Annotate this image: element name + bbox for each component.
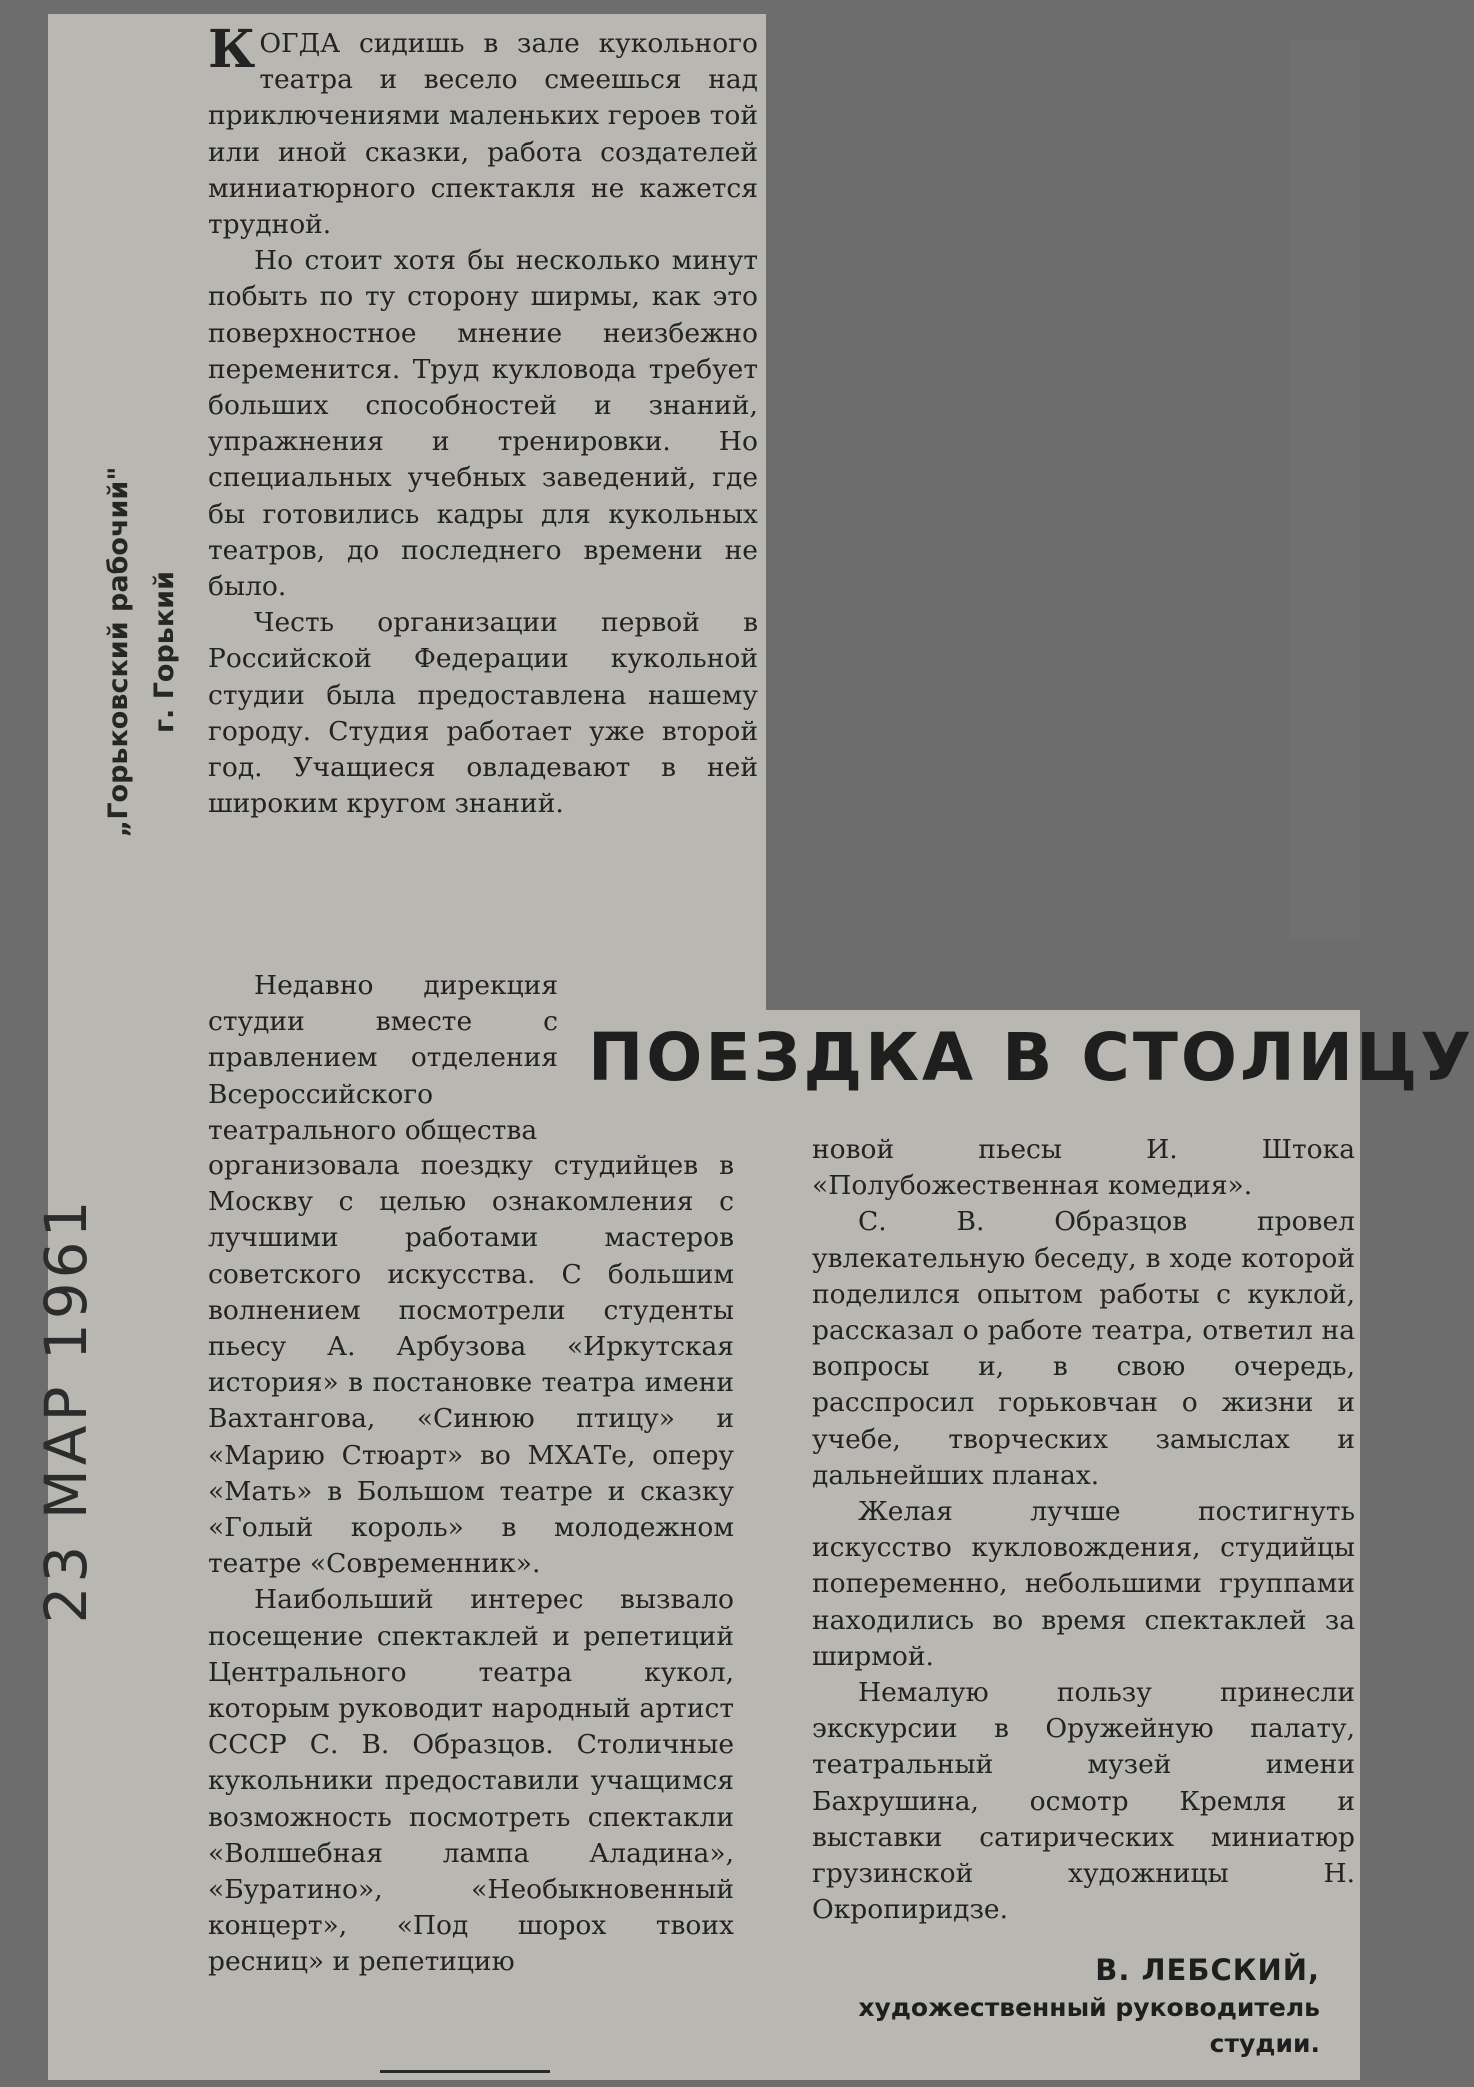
article-column-2-narrow [208, 968, 558, 1149]
article-column-3 [812, 1132, 1355, 1928]
newspaper-city: г. Горький [149, 570, 180, 734]
paragraph-3: Честь организации первой в Российской Федерации кукольной студии была предоставлена нашему городу. Студия работает уже второй год. Учащиеся овладевают в ней широким кругом знаний. [208, 607, 758, 820]
paragraph-1: КОГДА сидишь в зале кукольного театра и весело смеешься над приключениями маленьких героев той или иной сказки, работа создателей миниатюрного спектакля не кажется трудной. [208, 19, 758, 241]
paragraph-4-start: Недавно дирекция студии вместе с правлением отделения Всероссийского театрального общества [208, 970, 558, 1146]
drop-cap: К [208, 19, 256, 80]
article-column-2 [208, 1148, 734, 1981]
date-stamp: 23 МАР 1961 [32, 1196, 100, 1624]
newspaper-title: „Горьковский рабочий" [103, 466, 134, 838]
paragraph-4-cont: организовала поездку студийцев в Москву с целью ознакомления с лучшими работами мастеров советского искусства. С большим волнением посмотрели студенты пьесу А. Арбузова «Иркутская история» в постановке театра имени Вахтангова, «Синюю птицу» и «Марию Стюарт» во МХАТе, оперу «Мать» в Большом театре и сказку «Голый король» в молодежном театре «Современник». [208, 1150, 734, 1580]
paragraph-2: Но стоит хотя бы несколько минут побыть по ту сторону ширмы, как это поверхностное мнение неизбежно переменится. Труд кукловода требует больших способностей и знаний, упражнения и тренировки. Но специальных учебных заведений, где бы готовились кадры для кукольных театров, до последнего времени не было. [208, 245, 758, 603]
article-column-1 [208, 19, 758, 822]
author-signature [800, 1950, 1320, 2062]
paragraph-5-cont: новой пьесы И. Штока «Полубожественная комедия». [812, 1134, 1355, 1202]
article-headline: ПОЕЗДКА В СТОЛИЦУ [588, 1019, 1474, 1096]
author-role-2: студии. [1209, 2029, 1320, 2058]
newspaper-source-label [96, 467, 188, 838]
author-name: В. ЛЕБСКИЙ, [1095, 1953, 1320, 1987]
paragraph-7: Желая лучше постигнуть искусство кукловождения, студийцы попеременно, небольшими группами находились во время спектаклей за ширмой. [812, 1496, 1355, 1672]
paragraph-8: Немалую пользу принесли экскурсии в Оружейную палату, театральный музей имени Бахрушина, осмотр Кремля и выставки сатирических миниатюр грузинской художницы Н. Окропиридзе. [812, 1677, 1355, 1926]
author-role-1: художественный руководитель [858, 1993, 1320, 2022]
separator-rule [380, 2070, 550, 2073]
paragraph-6: С. В. Образцов провел увлекательную беседу, в ходе которой поделился опытом работы с куклой, рассказал о работе театра, ответил на вопросы и, в свою очередь, расспросил горьковчан о жизни и учебе, творческих замыслах и дальнейших планах. [812, 1206, 1355, 1491]
paragraph-5: Наибольший интерес вызвало посещение спектаклей и репетиций Центрального театра кукол, которым руководит народный артист СССР С. В. Образцов. Столичные кукольники предоставили учащимся возможность посмотреть спектакли «Волшебная лампа Аладина», «Буратино», «Необыкновенный концерт», «Под шорох твоих ресниц» и репетицию [208, 1584, 734, 1978]
